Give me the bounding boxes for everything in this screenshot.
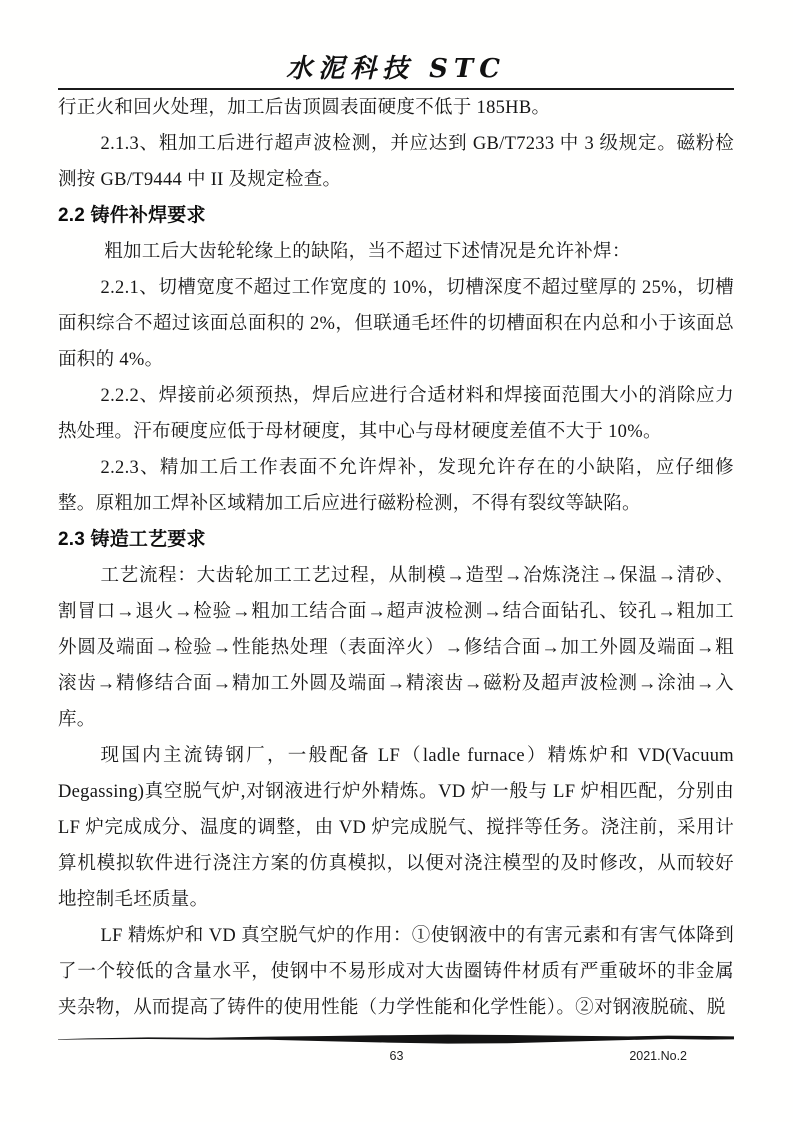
body-paragraph-2-1-3: 2.1.3、粗加工后进行超声波检测，并应达到 GB/T7233 中 3 级规定。磁粉检测按 GB/T9444 中 II 及规定检查。 (58, 134, 734, 190)
page-number: 63 (389, 1049, 404, 1063)
footer-decorative-rule (58, 1033, 734, 1046)
body-paragraph-process-flow: 工艺流程：大齿轮加工工艺过程，从制模→造型→冶炼浇注→保温→清砂、割冒口→退火→检验→粗加工结合面→超声波检测→结合面钻孔、铰孔→粗加工外圆及端面→检验→性能热处理（表面淬火）→修结合面→加工外圆及端面→粗滚齿→精修结合面→精加工外圆及端面→精滚齿→磁粉及超声波检测→涂油→入库。 (58, 566, 734, 730)
section-heading-2-3: 2.3 铸造工艺要求 (58, 529, 206, 550)
issue-number: 2021.No.2 (629, 1049, 687, 1063)
body-paragraph-2-2-3: 2.2.3、精加工后工作表面不允许焊补，发现允许存在的小缺陷，应仔细修整。原粗加工焊补区域精加工后应进行磁粉检测，不得有裂纹等缺陷。 (58, 458, 734, 514)
body-paragraph-2-2-1: 2.2.1、切槽宽度不超过工作宽度的 10%，切槽深度不超过壁厚的 25%，切槽面积综合不超过该面总面积的 2%，但联通毛坯件的切槽面积在内总和小于该面总面积的 4%。 (58, 278, 734, 370)
body-paragraph-lf-vd-furnaces: 现国内主流铸钢厂，一般配备 LF（ladle furnace）精炼炉和 VD(Vacuum Degassing)真空脱气炉,对钢液进行炉外精炼。VD 炉一般与 LF 炉相匹配，分别由 LF 炉完成成分、温度的调整，由 VD 炉完成脱气、搅拌等任务。浇注前，采用计算机模拟软件进行浇注方案的仿真模拟，以便对浇注模型的及时修改，从而较好地控制毛坯质量。 (58, 746, 734, 910)
body-paragraph-repair-welding-intro: 粗加工后大齿轮轮缘上的缺陷，当不超过下述情况是允许补焊： (104, 242, 631, 262)
body-paragraph-2-2-2: 2.2.2、焊接前必须预热，焊后应进行合适材料和焊接面范围大小的消除应力热处理。汗布硬度应低于母材硬度，其中心与母材硬度差值不大于 10%。 (58, 386, 734, 442)
page-body (58, 90, 734, 1026)
body-paragraph-normalizing-treatment: 行正火和回火处理，加工后齿顶圆表面硬度不低于 185HB。 (58, 98, 551, 118)
body-paragraph-lf-vd-function: LF 精炼炉和 VD 真空脱气炉的作用：①使钢液中的有害元素和有害气体降到了一个较低的含量水平，使钢中不易形成对大齿圈铸件材质有严重破坏的非金属夹杂物，从而提高了铸件的使用性能（力学性能和化学性能）。②对钢液脱硫、脱 (58, 926, 734, 1018)
page-header (58, 0, 734, 90)
section-heading-2-2: 2.2 铸件补焊要求 (58, 205, 206, 226)
journal-title: 水泥科技 STC (286, 54, 506, 84)
page-footer (0, 1046, 793, 1066)
